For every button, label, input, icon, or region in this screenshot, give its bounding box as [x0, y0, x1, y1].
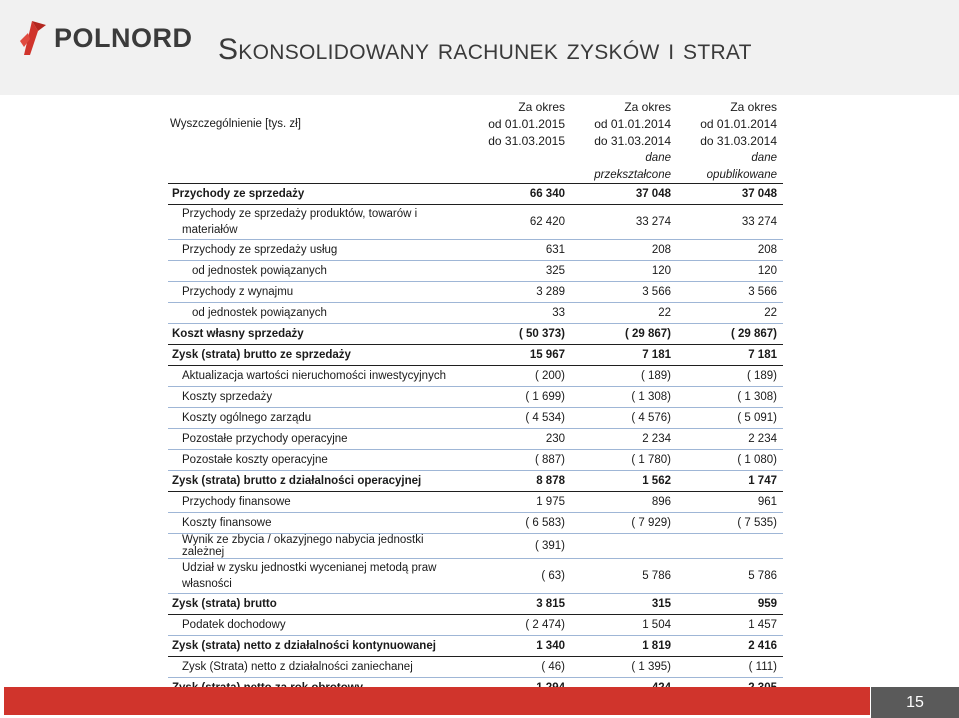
- row-value-2014-restated: 1 504: [571, 615, 677, 636]
- table-row: [168, 615, 783, 636]
- row-label: Przychody ze sprzedaży produktów, towarów i materiałów: [168, 205, 465, 240]
- row-label: Podatek dochodowy: [168, 615, 465, 636]
- row-value-2015: ( 200): [465, 366, 571, 387]
- row-value-2015: 230: [465, 429, 571, 450]
- row-label: od jednostek powiązanych: [168, 303, 465, 324]
- row-value-2014-published: 3 566: [677, 282, 783, 303]
- row-value-2015: 325: [465, 261, 571, 282]
- col1-line3: do 31.03.2015: [488, 133, 565, 148]
- row-value-2014-published: 7 181: [677, 345, 783, 366]
- row-value-2015: 1 975: [465, 492, 571, 513]
- row-value-2014-restated: ( 189): [571, 366, 677, 387]
- row-value-2014-published: 22: [677, 303, 783, 324]
- col1-line1: Za okres: [518, 99, 565, 114]
- col3-line2: od 01.01.2014: [700, 116, 777, 131]
- row-value-2014-restated: 7 181: [571, 345, 677, 366]
- table-row: [168, 366, 783, 387]
- row-label: Koszt własny sprzedaży: [168, 324, 465, 345]
- row-value-2015: 3 815: [465, 594, 571, 615]
- row-value-2014-restated: ( 4 576): [571, 408, 677, 429]
- row-value-2015: ( 46): [465, 657, 571, 678]
- row-value-2015: 8 878: [465, 471, 571, 492]
- row-value-2015: ( 887): [465, 450, 571, 471]
- row-value-2015: 15 967: [465, 345, 571, 366]
- row-value-2014-published: ( 5 091): [677, 408, 783, 429]
- row-value-2014-restated: ( 1 308): [571, 387, 677, 408]
- row-value-2014-restated: 315: [571, 594, 677, 615]
- row-label: Zysk (strata) brutto: [168, 594, 465, 615]
- row-label: Przychody ze sprzedaży usług: [168, 240, 465, 261]
- row-value-2014-published: 208: [677, 240, 783, 261]
- col3-line3: do 31.03.2014: [700, 133, 777, 148]
- header-row-5: [168, 166, 783, 184]
- row-value-2015: ( 63): [465, 559, 571, 594]
- table-row: [168, 387, 783, 408]
- row-value-2014-restated: 120: [571, 261, 677, 282]
- table-row: [168, 184, 783, 205]
- row-value-2014-published: ( 111): [677, 657, 783, 678]
- row-value-2015: 62 420: [465, 205, 571, 240]
- header-row-3: [168, 132, 783, 149]
- row-label: Przychody z wynajmu: [168, 282, 465, 303]
- row-value-2015: ( 50 373): [465, 324, 571, 345]
- table-row: [168, 492, 783, 513]
- row-label: Zysk (strata) netto z działalności kontynuowanej: [168, 636, 465, 657]
- col2-line4: dane: [645, 151, 671, 164]
- row-value-2014-published: 961: [677, 492, 783, 513]
- row-value-2015: 3 289: [465, 282, 571, 303]
- row-value-2014-restated: 208: [571, 240, 677, 261]
- row-value-2015: ( 6 583): [465, 513, 571, 534]
- row-value-2014-restated: 2 234: [571, 429, 677, 450]
- row-value-2015: 1 340: [465, 636, 571, 657]
- row-value-2014-published: 33 274: [677, 205, 783, 240]
- row-value-2014-restated: 896: [571, 492, 677, 513]
- row-label: Wynik ze zbycia / okazyjnego nabycia jednostki zależnej: [168, 534, 465, 559]
- row-value-2015: 66 340: [465, 184, 571, 205]
- row-value-2014-restated: ( 1 395): [571, 657, 677, 678]
- row-value-2015: ( 1 699): [465, 387, 571, 408]
- table-row: [168, 471, 783, 492]
- row-value-2014-restated: 33 274: [571, 205, 677, 240]
- table-row: [168, 282, 783, 303]
- row-label: Pozostałe koszty operacyjne: [168, 450, 465, 471]
- row-value-2014-published: 37 048: [677, 184, 783, 205]
- col3-line5: opublikowane: [677, 166, 783, 184]
- row-value-2014-restated: 5 786: [571, 559, 677, 594]
- col1-line5: [465, 166, 571, 184]
- table-row: [168, 205, 783, 240]
- row-value-2014-published: 1 747: [677, 471, 783, 492]
- row-value-2014-restated: 1 562: [571, 471, 677, 492]
- row-value-2014-restated: ( 29 867): [571, 324, 677, 345]
- table-row: [168, 303, 783, 324]
- col2-line1: Za okres: [624, 99, 671, 114]
- row-label: Przychody ze sprzedaży: [168, 184, 465, 205]
- row-value-2014-restated: 37 048: [571, 184, 677, 205]
- row-label: Koszty sprzedaży: [168, 387, 465, 408]
- table-row: [168, 324, 783, 345]
- logo-text: POLNORD: [54, 22, 193, 53]
- row-value-2014-restated: ( 7 929): [571, 513, 677, 534]
- table-row: [168, 513, 783, 534]
- col2-line2: od 01.01.2014: [594, 116, 671, 131]
- row-value-2015: ( 4 534): [465, 408, 571, 429]
- polnord-logo-icon: [18, 19, 48, 57]
- table-row: [168, 240, 783, 261]
- table-row: [168, 559, 783, 594]
- row-value-2014-published: [677, 534, 783, 559]
- row-value-2014-restated: 1 819: [571, 636, 677, 657]
- row-value-2014-published: ( 189): [677, 366, 783, 387]
- table-row: [168, 534, 783, 559]
- row-value-2014-published: 1 457: [677, 615, 783, 636]
- table-row: [168, 345, 783, 366]
- header-label: Wyszczególnienie [tys. zł]: [170, 117, 301, 130]
- row-value-2014-published: 120: [677, 261, 783, 282]
- row-value-2015: 33: [465, 303, 571, 324]
- col2-line3: do 31.03.2014: [594, 133, 671, 148]
- row-value-2014-published: 2 416: [677, 636, 783, 657]
- col1-line4: [465, 149, 571, 166]
- table-row: [168, 636, 783, 657]
- table-row: [168, 450, 783, 471]
- col3-line4: dane: [751, 151, 777, 164]
- row-value-2014-published: 2 234: [677, 429, 783, 450]
- row-value-2015: 631: [465, 240, 571, 261]
- table-row: [168, 594, 783, 615]
- row-value-2014-restated: 22: [571, 303, 677, 324]
- row-label: Zysk (Strata) netto z działalności zaniechanej: [168, 657, 465, 678]
- row-label: Pozostałe przychody operacyjne: [168, 429, 465, 450]
- row-label: Udział w zysku jednostki wycenianej metodą praw własności: [168, 559, 465, 594]
- row-value-2014-restated: [571, 534, 677, 559]
- header-row-4: [168, 149, 783, 166]
- header-row-2: [168, 115, 783, 132]
- row-label: Zysk (strata) brutto ze sprzedaży: [168, 345, 465, 366]
- row-value-2014-published: ( 29 867): [677, 324, 783, 345]
- row-label: od jednostek powiązanych: [168, 261, 465, 282]
- row-label: Aktualizacja wartości nieruchomości inwestycyjnych: [168, 366, 465, 387]
- table-row: [168, 429, 783, 450]
- row-label: Przychody finansowe: [168, 492, 465, 513]
- table-row: [168, 657, 783, 678]
- row-value-2014-published: 5 786: [677, 559, 783, 594]
- row-value-2015: ( 391): [465, 534, 571, 559]
- table-row: [168, 261, 783, 282]
- row-label: Koszty finansowe: [168, 513, 465, 534]
- row-value-2014-published: ( 1 080): [677, 450, 783, 471]
- row-value-2014-restated: 3 566: [571, 282, 677, 303]
- header-row-1: [168, 98, 783, 115]
- row-value-2014-published: 959: [677, 594, 783, 615]
- row-value-2014-published: ( 1 308): [677, 387, 783, 408]
- col2-line5: przekształcone: [571, 166, 677, 184]
- row-label: Koszty ogólnego zarządu: [168, 408, 465, 429]
- page-title: Skonsolidowany rachunek zysków i strat: [218, 33, 752, 66]
- row-label: Zysk (strata) brutto z działalności operacyjnej: [168, 471, 465, 492]
- income-statement-table: [168, 98, 783, 699]
- row-value-2014-published: ( 7 535): [677, 513, 783, 534]
- table-row: [168, 408, 783, 429]
- col1-line2: od 01.01.2015: [488, 116, 565, 131]
- page-number: 15: [871, 687, 959, 718]
- footer-bar: [4, 687, 870, 715]
- row-value-2014-restated: ( 1 780): [571, 450, 677, 471]
- row-value-2015: ( 2 474): [465, 615, 571, 636]
- col3-line1: Za okres: [730, 99, 777, 114]
- polnord-logo: [18, 18, 193, 58]
